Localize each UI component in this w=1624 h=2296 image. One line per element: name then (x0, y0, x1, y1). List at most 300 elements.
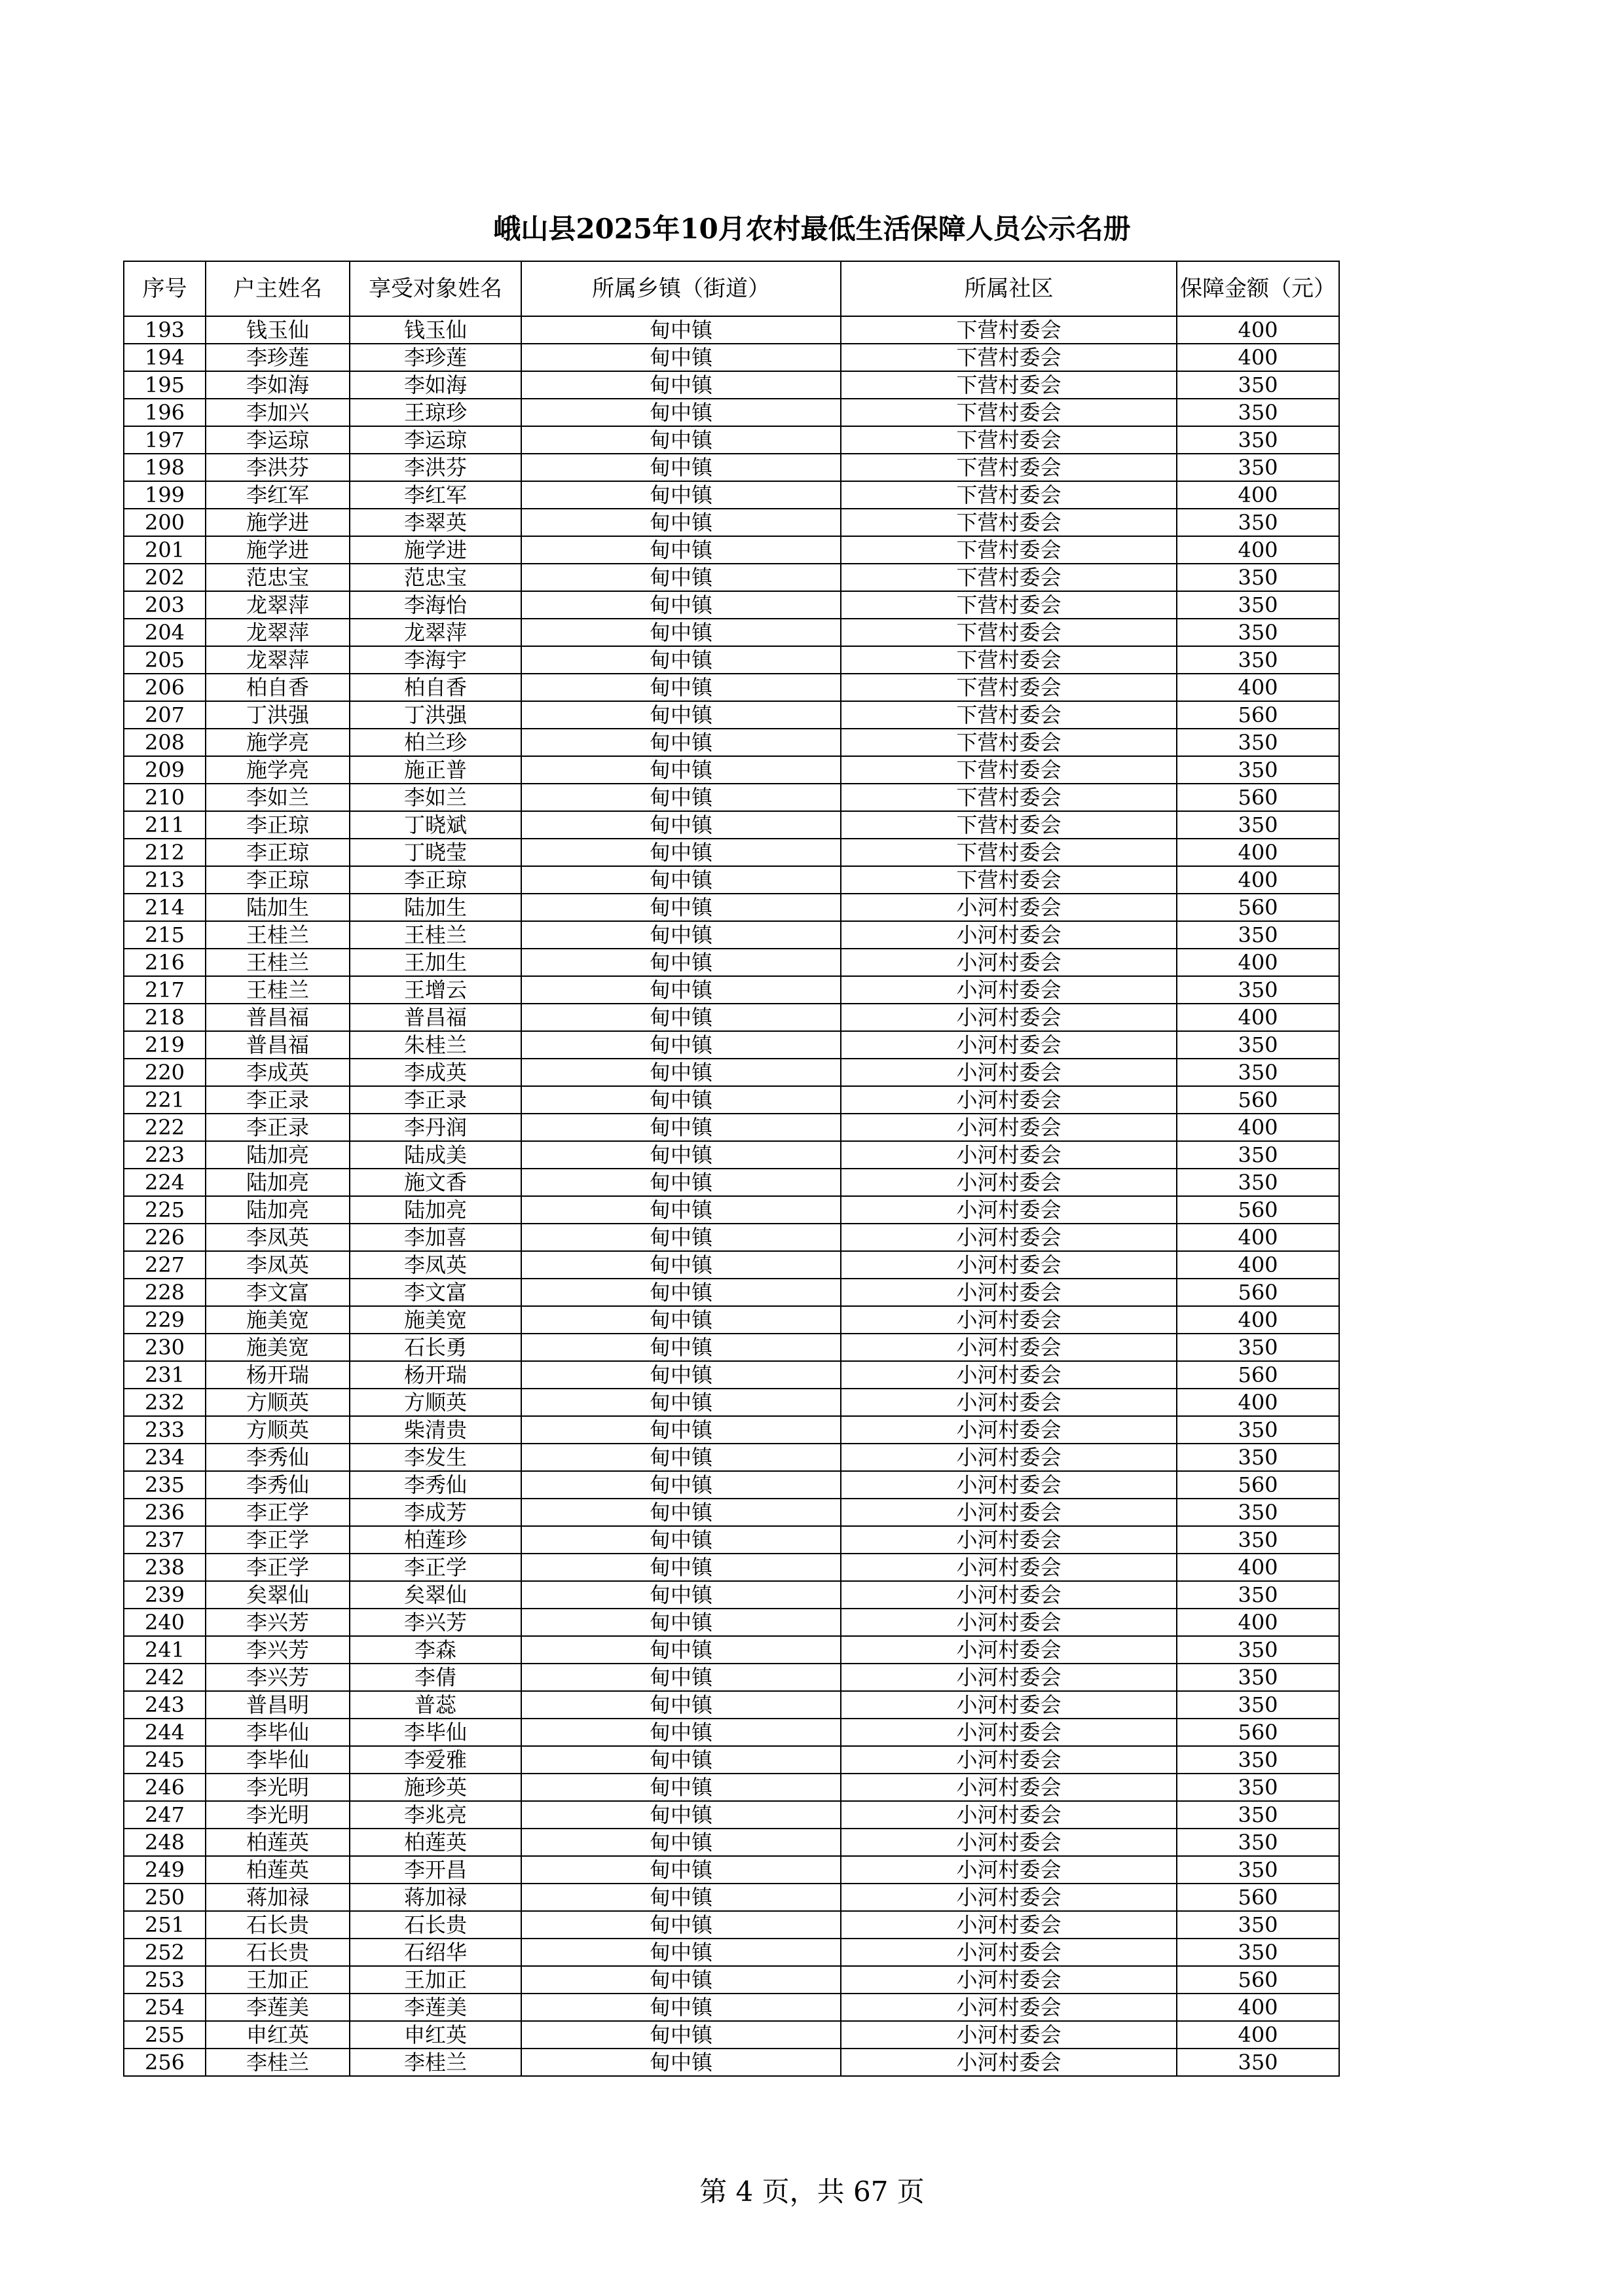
household-head-cell: 王加正 (206, 1966, 350, 1994)
household-head-cell: 李正录 (206, 1114, 350, 1141)
community-cell: 小河村委会 (841, 1444, 1177, 1471)
township-cell: 甸中镇 (521, 1884, 841, 1911)
community-cell: 小河村委会 (841, 1636, 1177, 1664)
community-cell: 小河村委会 (841, 1829, 1177, 1856)
beneficiary-cell: 李发生 (350, 1444, 521, 1471)
table-row (124, 1444, 1339, 1471)
township-cell: 甸中镇 (521, 1664, 841, 1691)
beneficiary-cell: 李如海 (350, 371, 521, 399)
community-cell: 小河村委会 (841, 1526, 1177, 1554)
household-head-cell: 龙翠萍 (206, 591, 350, 619)
index-cell: 254 (124, 1994, 206, 2021)
township-cell: 甸中镇 (521, 1059, 841, 1086)
township-cell: 甸中镇 (521, 1114, 841, 1141)
beneficiary-cell: 李海怡 (350, 591, 521, 619)
household-head-cell: 李加兴 (206, 399, 350, 426)
household-head-cell: 王桂兰 (206, 976, 350, 1004)
household-head-cell: 施学亮 (206, 756, 350, 784)
community-cell: 下营村委会 (841, 729, 1177, 756)
township-cell: 甸中镇 (521, 894, 841, 921)
township-cell: 甸中镇 (521, 1086, 841, 1114)
household-head-cell: 李正琼 (206, 866, 350, 894)
amount-cell: 400 (1177, 674, 1339, 701)
community-cell: 小河村委会 (841, 1059, 1177, 1086)
beneficiary-cell: 王琼珍 (350, 399, 521, 426)
table-row (124, 1224, 1339, 1251)
table-row (124, 1691, 1339, 1719)
township-cell: 甸中镇 (521, 1691, 841, 1719)
community-cell: 小河村委会 (841, 1609, 1177, 1636)
community-cell: 下营村委会 (841, 426, 1177, 454)
beneficiary-cell: 龙翠萍 (350, 619, 521, 646)
amount-cell: 350 (1177, 1939, 1339, 1966)
index-cell: 240 (124, 1609, 206, 1636)
household-head-cell: 王桂兰 (206, 921, 350, 949)
household-head-cell: 施学进 (206, 509, 350, 536)
household-head-cell: 李秀仙 (206, 1444, 350, 1471)
beneficiary-cell: 李桂兰 (350, 2049, 521, 2076)
beneficiary-cell: 李正琼 (350, 866, 521, 894)
amount-cell: 350 (1177, 1526, 1339, 1554)
index-cell: 224 (124, 1169, 206, 1196)
table-row (124, 1801, 1339, 1829)
township-cell: 甸中镇 (521, 1966, 841, 1994)
township-cell: 甸中镇 (521, 481, 841, 509)
table-row (124, 1361, 1339, 1389)
index-cell: 204 (124, 619, 206, 646)
table-row (124, 1966, 1339, 1994)
household-head-cell: 方顺英 (206, 1416, 350, 1444)
table-row (124, 894, 1339, 921)
index-cell: 229 (124, 1306, 206, 1334)
community-cell: 下营村委会 (841, 481, 1177, 509)
amount-cell: 350 (1177, 1031, 1339, 1059)
table-row (124, 1169, 1339, 1196)
township-cell: 甸中镇 (521, 371, 841, 399)
township-cell: 甸中镇 (521, 949, 841, 976)
index-cell: 228 (124, 1279, 206, 1306)
amount-cell: 350 (1177, 1829, 1339, 1856)
index-cell: 248 (124, 1829, 206, 1856)
community-cell: 小河村委会 (841, 1416, 1177, 1444)
index-cell: 234 (124, 1444, 206, 1471)
table-row (124, 1031, 1339, 1059)
beneficiary-cell: 杨开瑞 (350, 1361, 521, 1389)
beneficiary-cell: 石绍华 (350, 1939, 521, 1966)
table-row (124, 1581, 1339, 1609)
index-cell: 246 (124, 1774, 206, 1801)
table-row (124, 1389, 1339, 1416)
beneficiary-cell: 李爱雅 (350, 1746, 521, 1774)
household-head-cell: 李凤英 (206, 1251, 350, 1279)
community-cell: 下营村委会 (841, 316, 1177, 344)
column-header-community: 所属社区 (841, 261, 1177, 316)
community-cell: 小河村委会 (841, 1856, 1177, 1884)
amount-cell: 350 (1177, 1169, 1339, 1196)
township-cell: 甸中镇 (521, 1224, 841, 1251)
index-cell: 210 (124, 784, 206, 811)
household-head-cell: 普昌福 (206, 1004, 350, 1031)
community-cell: 小河村委会 (841, 949, 1177, 976)
township-cell: 甸中镇 (521, 1939, 841, 1966)
index-cell: 208 (124, 729, 206, 756)
amount-cell: 350 (1177, 1499, 1339, 1526)
township-cell: 甸中镇 (521, 1306, 841, 1334)
township-cell: 甸中镇 (521, 1911, 841, 1939)
household-head-cell: 龙翠萍 (206, 646, 350, 674)
household-head-cell: 石长贵 (206, 1939, 350, 1966)
index-cell: 215 (124, 921, 206, 949)
amount-cell: 350 (1177, 1911, 1339, 1939)
community-cell: 小河村委会 (841, 1499, 1177, 1526)
township-cell: 甸中镇 (521, 1251, 841, 1279)
column-header-household-head: 户主姓名 (206, 261, 350, 316)
beneficiary-cell: 丁晓斌 (350, 811, 521, 839)
amount-cell: 350 (1177, 729, 1339, 756)
community-cell: 小河村委会 (841, 1719, 1177, 1746)
community-cell: 下营村委会 (841, 839, 1177, 866)
household-head-cell: 李如海 (206, 371, 350, 399)
amount-cell: 560 (1177, 1361, 1339, 1389)
township-cell: 甸中镇 (521, 1361, 841, 1389)
amount-cell: 560 (1177, 1086, 1339, 1114)
community-cell: 下营村委会 (841, 619, 1177, 646)
amount-cell: 350 (1177, 1664, 1339, 1691)
table-row (124, 1086, 1339, 1114)
amount-cell: 400 (1177, 481, 1339, 509)
table-row (124, 1774, 1339, 1801)
table-row (124, 1526, 1339, 1554)
beneficiary-cell: 王增云 (350, 976, 521, 1004)
index-cell: 233 (124, 1416, 206, 1444)
index-cell: 238 (124, 1554, 206, 1581)
community-cell: 小河村委会 (841, 894, 1177, 921)
amount-cell: 350 (1177, 2049, 1339, 2076)
beneficiary-cell: 施文香 (350, 1169, 521, 1196)
index-cell: 225 (124, 1196, 206, 1224)
household-head-cell: 李珍莲 (206, 344, 350, 371)
township-cell: 甸中镇 (521, 316, 841, 344)
index-cell: 249 (124, 1856, 206, 1884)
township-cell: 甸中镇 (521, 674, 841, 701)
table-row (124, 784, 1339, 811)
township-cell: 甸中镇 (521, 646, 841, 674)
community-cell: 小河村委会 (841, 1994, 1177, 2021)
beneficiary-cell: 柏自香 (350, 674, 521, 701)
amount-cell: 350 (1177, 1801, 1339, 1829)
household-head-cell: 柏自香 (206, 674, 350, 701)
beneficiary-cell: 李加喜 (350, 1224, 521, 1251)
community-cell: 小河村委会 (841, 1691, 1177, 1719)
table-row (124, 591, 1339, 619)
table-row (124, 1334, 1339, 1361)
beneficiary-cell: 李红军 (350, 481, 521, 509)
table-row (124, 1196, 1339, 1224)
township-cell: 甸中镇 (521, 1169, 841, 1196)
township-cell: 甸中镇 (521, 1526, 841, 1554)
township-cell: 甸中镇 (521, 1801, 841, 1829)
table-row (124, 1746, 1339, 1774)
table-row (124, 1719, 1339, 1746)
index-cell: 235 (124, 1471, 206, 1499)
table-row (124, 1911, 1339, 1939)
index-cell: 245 (124, 1746, 206, 1774)
township-cell: 甸中镇 (521, 1004, 841, 1031)
index-cell: 198 (124, 454, 206, 481)
beneficiary-cell: 陆成美 (350, 1141, 521, 1169)
household-head-cell: 蒋加禄 (206, 1884, 350, 1911)
amount-cell: 560 (1177, 1719, 1339, 1746)
household-head-cell: 陆加亮 (206, 1141, 350, 1169)
township-cell: 甸中镇 (521, 1279, 841, 1306)
amount-cell: 400 (1177, 1004, 1339, 1031)
amount-cell: 350 (1177, 1636, 1339, 1664)
township-cell: 甸中镇 (521, 1141, 841, 1169)
beneficiary-cell: 李兆亮 (350, 1801, 521, 1829)
amount-cell: 560 (1177, 784, 1339, 811)
household-head-cell: 李凤英 (206, 1224, 350, 1251)
community-cell: 下营村委会 (841, 454, 1177, 481)
index-cell: 237 (124, 1526, 206, 1554)
beneficiary-cell: 李洪芬 (350, 454, 521, 481)
community-cell: 小河村委会 (841, 1334, 1177, 1361)
index-cell: 217 (124, 976, 206, 1004)
table-row (124, 399, 1339, 426)
amount-cell: 400 (1177, 1554, 1339, 1581)
beneficiary-cell: 丁晓莹 (350, 839, 521, 866)
amount-cell: 350 (1177, 756, 1339, 784)
beneficiary-cell: 李文富 (350, 1279, 521, 1306)
community-cell: 小河村委会 (841, 1251, 1177, 1279)
community-cell: 小河村委会 (841, 1031, 1177, 1059)
index-cell: 250 (124, 1884, 206, 1911)
household-head-cell: 李正学 (206, 1499, 350, 1526)
community-cell: 下营村委会 (841, 509, 1177, 536)
table-row (124, 701, 1339, 729)
beneficiary-cell: 普昌福 (350, 1004, 521, 1031)
community-cell: 小河村委会 (841, 1306, 1177, 1334)
township-cell: 甸中镇 (521, 426, 841, 454)
amount-cell: 400 (1177, 2021, 1339, 2049)
table-row (124, 1884, 1339, 1911)
table-row (124, 316, 1339, 344)
beneficiary-cell: 朱桂兰 (350, 1031, 521, 1059)
township-cell: 甸中镇 (521, 564, 841, 591)
community-cell: 小河村委会 (841, 976, 1177, 1004)
index-cell: 205 (124, 646, 206, 674)
household-head-cell: 矣翠仙 (206, 1581, 350, 1609)
household-head-cell: 李正学 (206, 1554, 350, 1581)
column-header-index: 序号 (124, 261, 206, 316)
amount-cell: 560 (1177, 1884, 1339, 1911)
index-cell: 232 (124, 1389, 206, 1416)
table-row (124, 344, 1339, 371)
community-cell: 下营村委会 (841, 756, 1177, 784)
index-cell: 213 (124, 866, 206, 894)
township-cell: 甸中镇 (521, 1444, 841, 1471)
household-head-cell: 李秀仙 (206, 1471, 350, 1499)
amount-cell: 350 (1177, 619, 1339, 646)
table-row (124, 1554, 1339, 1581)
household-head-cell: 龙翠萍 (206, 619, 350, 646)
table-row (124, 1251, 1339, 1279)
household-head-cell: 李毕仙 (206, 1719, 350, 1746)
township-cell: 甸中镇 (521, 1389, 841, 1416)
community-cell: 小河村委会 (841, 2049, 1177, 2076)
township-cell: 甸中镇 (521, 1746, 841, 1774)
beneficiary-cell: 石长贵 (350, 1911, 521, 1939)
table-row (124, 1059, 1339, 1086)
amount-cell: 350 (1177, 1746, 1339, 1774)
amount-cell: 560 (1177, 701, 1339, 729)
amount-cell: 400 (1177, 1609, 1339, 1636)
amount-cell: 400 (1177, 1306, 1339, 1334)
index-cell: 239 (124, 1581, 206, 1609)
household-head-cell: 李正琼 (206, 839, 350, 866)
index-cell: 256 (124, 2049, 206, 2076)
beneficiary-cell: 李森 (350, 1636, 521, 1664)
index-cell: 227 (124, 1251, 206, 1279)
beneficiary-cell: 李运琼 (350, 426, 521, 454)
table-row (124, 1416, 1339, 1444)
township-cell: 甸中镇 (521, 1196, 841, 1224)
amount-cell: 350 (1177, 976, 1339, 1004)
table-row (124, 1114, 1339, 1141)
index-cell: 214 (124, 894, 206, 921)
index-cell: 236 (124, 1499, 206, 1526)
township-cell: 甸中镇 (521, 1994, 841, 2021)
township-cell: 甸中镇 (521, 701, 841, 729)
table-row (124, 1306, 1339, 1334)
beneficiary-cell: 柏莲珍 (350, 1526, 521, 1554)
table-row (124, 921, 1339, 949)
table-row (124, 756, 1339, 784)
township-cell: 甸中镇 (521, 976, 841, 1004)
table-row (124, 866, 1339, 894)
beneficiary-cell: 施珍英 (350, 1774, 521, 1801)
household-head-cell: 李正学 (206, 1526, 350, 1554)
table-row (124, 2021, 1339, 2049)
township-cell: 甸中镇 (521, 619, 841, 646)
index-cell: 222 (124, 1114, 206, 1141)
table-row (124, 1004, 1339, 1031)
recipient-table (123, 261, 1340, 2077)
community-cell: 下营村委会 (841, 344, 1177, 371)
beneficiary-cell: 李倩 (350, 1664, 521, 1691)
index-cell: 252 (124, 1939, 206, 1966)
beneficiary-cell: 陆加生 (350, 894, 521, 921)
amount-cell: 350 (1177, 1059, 1339, 1086)
household-head-cell: 李光明 (206, 1774, 350, 1801)
amount-cell: 560 (1177, 1966, 1339, 1994)
beneficiary-cell: 石长勇 (350, 1334, 521, 1361)
beneficiary-cell: 李开昌 (350, 1856, 521, 1884)
table-row (124, 949, 1339, 976)
beneficiary-cell: 施美宽 (350, 1306, 521, 1334)
beneficiary-cell: 施正普 (350, 756, 521, 784)
township-cell: 甸中镇 (521, 509, 841, 536)
household-head-cell: 王桂兰 (206, 949, 350, 976)
community-cell: 小河村委会 (841, 1196, 1177, 1224)
table-row (124, 536, 1339, 564)
community-cell: 小河村委会 (841, 1004, 1177, 1031)
township-cell: 甸中镇 (521, 2021, 841, 2049)
amount-cell: 350 (1177, 1691, 1339, 1719)
table-row (124, 426, 1339, 454)
amount-cell: 400 (1177, 344, 1339, 371)
household-head-cell: 杨开瑞 (206, 1361, 350, 1389)
beneficiary-cell: 李毕仙 (350, 1719, 521, 1746)
household-head-cell: 李莲美 (206, 1994, 350, 2021)
index-cell: 216 (124, 949, 206, 976)
community-cell: 下营村委会 (841, 811, 1177, 839)
index-cell: 230 (124, 1334, 206, 1361)
community-cell: 小河村委会 (841, 1801, 1177, 1829)
index-cell: 194 (124, 344, 206, 371)
beneficiary-cell: 施学进 (350, 536, 521, 564)
amount-cell: 350 (1177, 371, 1339, 399)
table-row (124, 509, 1339, 536)
index-cell: 201 (124, 536, 206, 564)
community-cell: 下营村委会 (841, 646, 1177, 674)
amount-cell: 350 (1177, 1416, 1339, 1444)
township-cell: 甸中镇 (521, 1719, 841, 1746)
household-head-cell: 施美宽 (206, 1334, 350, 1361)
amount-cell: 350 (1177, 426, 1339, 454)
beneficiary-cell: 陆加亮 (350, 1196, 521, 1224)
community-cell: 小河村委会 (841, 1581, 1177, 1609)
household-head-cell: 方顺英 (206, 1389, 350, 1416)
amount-cell: 350 (1177, 646, 1339, 674)
beneficiary-cell: 范忠宝 (350, 564, 521, 591)
beneficiary-cell: 王桂兰 (350, 921, 521, 949)
index-cell: 218 (124, 1004, 206, 1031)
index-cell: 221 (124, 1086, 206, 1114)
household-head-cell: 施学进 (206, 536, 350, 564)
household-head-cell: 丁洪强 (206, 701, 350, 729)
column-header-amount: 保障金额（元） (1177, 261, 1339, 316)
index-cell: 242 (124, 1664, 206, 1691)
table-row (124, 2049, 1339, 2076)
township-cell: 甸中镇 (521, 811, 841, 839)
household-head-cell: 范忠宝 (206, 564, 350, 591)
amount-cell: 350 (1177, 1774, 1339, 1801)
table-row (124, 1141, 1339, 1169)
table-row (124, 1856, 1339, 1884)
table-row (124, 976, 1339, 1004)
table-row (124, 1499, 1339, 1526)
beneficiary-cell: 李丹润 (350, 1114, 521, 1141)
township-cell: 甸中镇 (521, 454, 841, 481)
township-cell: 甸中镇 (521, 1829, 841, 1856)
table-row (124, 674, 1339, 701)
township-cell: 甸中镇 (521, 1636, 841, 1664)
community-cell: 小河村委会 (841, 1279, 1177, 1306)
beneficiary-cell: 李如兰 (350, 784, 521, 811)
index-cell: 220 (124, 1059, 206, 1086)
amount-cell: 350 (1177, 591, 1339, 619)
household-head-cell: 李如兰 (206, 784, 350, 811)
index-cell: 211 (124, 811, 206, 839)
amount-cell: 350 (1177, 564, 1339, 591)
township-cell: 甸中镇 (521, 921, 841, 949)
index-cell: 207 (124, 701, 206, 729)
index-cell: 226 (124, 1224, 206, 1251)
community-cell: 下营村委会 (841, 866, 1177, 894)
table-row (124, 1829, 1339, 1856)
table-header-row (124, 261, 1339, 316)
township-cell: 甸中镇 (521, 839, 841, 866)
